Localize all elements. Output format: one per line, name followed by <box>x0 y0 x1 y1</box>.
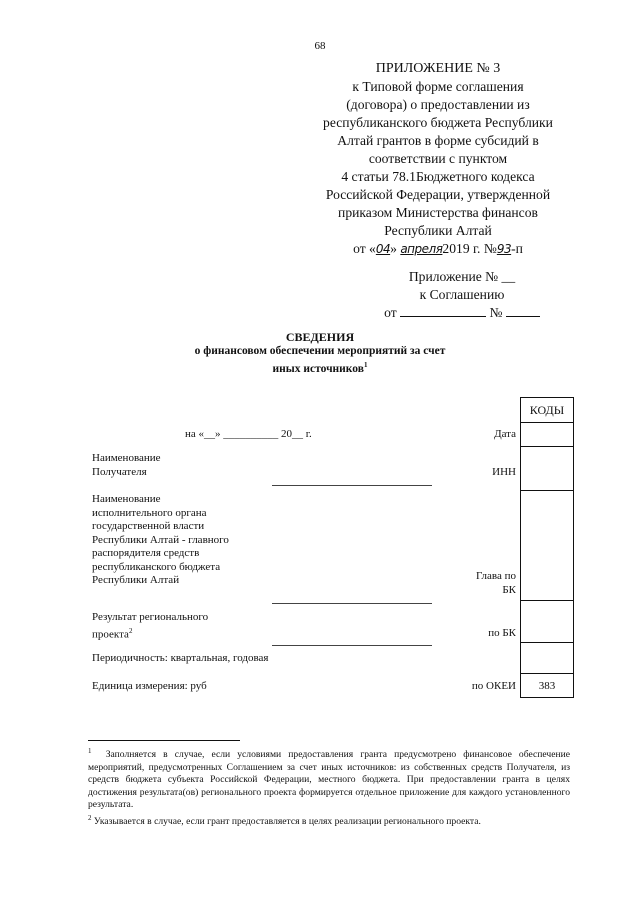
footnote-2-text: Указывается в случае, если грант предоставляется в целях реализации регионального проекта. <box>93 815 481 827</box>
handwritten-month: апреля <box>400 242 443 256</box>
date-mid: » <box>390 241 397 256</box>
footnote-separator <box>88 740 240 741</box>
authority-line: распорядителя средств <box>92 547 200 559</box>
appendix-line: приказом Министерства финансов <box>338 205 538 220</box>
code-cell-inn <box>521 446 573 490</box>
inn-label: ИНН <box>492 466 516 478</box>
appendix-date-line <box>288 240 588 258</box>
date-year: 2019 г. № <box>442 241 497 256</box>
bk-label: по БК <box>488 627 516 639</box>
sub-appendix-line1: Приложение № __ <box>408 269 516 284</box>
code-cell-bk <box>521 600 573 642</box>
title-line2-text: иных источников <box>272 362 364 375</box>
okei-label: по ОКЕИ <box>471 680 516 692</box>
appendix-line: Алтай грантов в форме субсидий в <box>337 133 539 148</box>
head-label-line2: БК <box>502 583 516 596</box>
authority-line: Наименование <box>92 493 161 505</box>
recipient-line1: Наименование <box>92 452 161 464</box>
date-label: Дата <box>494 428 516 440</box>
recipient-underline <box>272 485 432 486</box>
appendix-header <box>288 60 588 258</box>
page-number: 68 <box>314 40 326 52</box>
authority-line: Республики Алтай <box>92 574 180 586</box>
head-label <box>450 570 516 597</box>
appendix-line: республиканского бюджета Республики <box>323 115 553 130</box>
code-cell-periodicity <box>521 642 573 673</box>
order-suffix: -п <box>511 241 523 256</box>
footnote-2 <box>88 812 570 829</box>
footnote-ref: 2 <box>128 626 133 635</box>
code-cell-okei: 383 <box>521 673 573 697</box>
sub-appendix-date-line <box>362 304 562 322</box>
sub-appendix <box>362 268 562 322</box>
authority-line: исполнительного органа <box>92 506 207 519</box>
title-line2 <box>170 358 470 376</box>
head-label-line1: Глава по <box>476 570 516 582</box>
appendix-line: соответствии с пунктом <box>368 151 508 166</box>
footnote-1-text: Заполняется в случае, если условиями предоставления гранта предусмотрено финансовое обеспечение мероприятий, предусмотренных Соглашением за счет иных источников: из собственных средств Получателя, из средств бюджета субъекта Российской Федерации, местного бюджета. При предоставлении гранта в целях достижения результата(ов) регионального проекта формируется отдельное приложение для каждого установленного результата. <box>88 749 570 811</box>
authority-line: Республики Алтай - главного <box>92 533 229 546</box>
handwritten-day: 04 <box>375 242 391 256</box>
periodicity: Периодичность: квартальная, годовая <box>92 652 269 664</box>
authority-underline <box>272 603 432 604</box>
regional-label <box>92 611 208 642</box>
codes-header: КОДЫ <box>529 403 565 417</box>
document-title <box>170 330 470 376</box>
regional-underline <box>272 645 432 646</box>
code-cell-date <box>521 422 573 446</box>
authority-line: государственной власти <box>92 520 205 532</box>
appendix-line: Российской Федерации, утвержденной <box>325 187 551 202</box>
regional-line1: Результат регионального <box>92 611 209 623</box>
handwritten-order-number: 93 <box>496 242 512 256</box>
date-prefix: от « <box>353 241 376 256</box>
title-line1: о финансовом обеспечении мероприятий за счет <box>194 345 446 357</box>
footnote-2-mark: 2 <box>88 813 92 822</box>
date-row-text: на «__» __________ 20__ г. <box>185 428 312 440</box>
from-label: от <box>384 305 397 320</box>
regional-line2 <box>92 625 208 642</box>
appendix-line: (договора) о предоставлении из <box>346 97 530 112</box>
code-cell-head <box>521 490 573 600</box>
appendix-line: Республики Алтай <box>384 223 492 238</box>
authority-label <box>92 493 229 588</box>
authority-line: республиканского бюджета <box>92 560 221 573</box>
footnotes <box>88 745 570 828</box>
number-label: № <box>489 305 503 320</box>
appendix-title: ПРИЛОЖЕНИЕ № 3 <box>375 61 501 76</box>
footnote-1 <box>88 745 570 812</box>
unit-label: Единица измерения: руб <box>92 680 207 692</box>
appendix-line: к Типовой форме соглашения <box>352 79 524 94</box>
sub-appendix-line2: к Соглашению <box>419 287 505 302</box>
regional-line2-text: проекта <box>92 628 129 641</box>
date-blank <box>400 304 486 317</box>
title-heading: СВЕДЕНИЯ <box>285 330 355 344</box>
appendix-line: 4 статьи 78.1Бюджетного кодекса <box>341 169 535 184</box>
recipient-line2: Получателя <box>92 465 147 478</box>
number-blank <box>506 304 540 317</box>
recipient-label <box>92 452 161 479</box>
footnote-ref: 1 <box>363 361 368 369</box>
codes-table <box>520 397 574 698</box>
footnote-1-mark: 1 <box>88 747 92 755</box>
